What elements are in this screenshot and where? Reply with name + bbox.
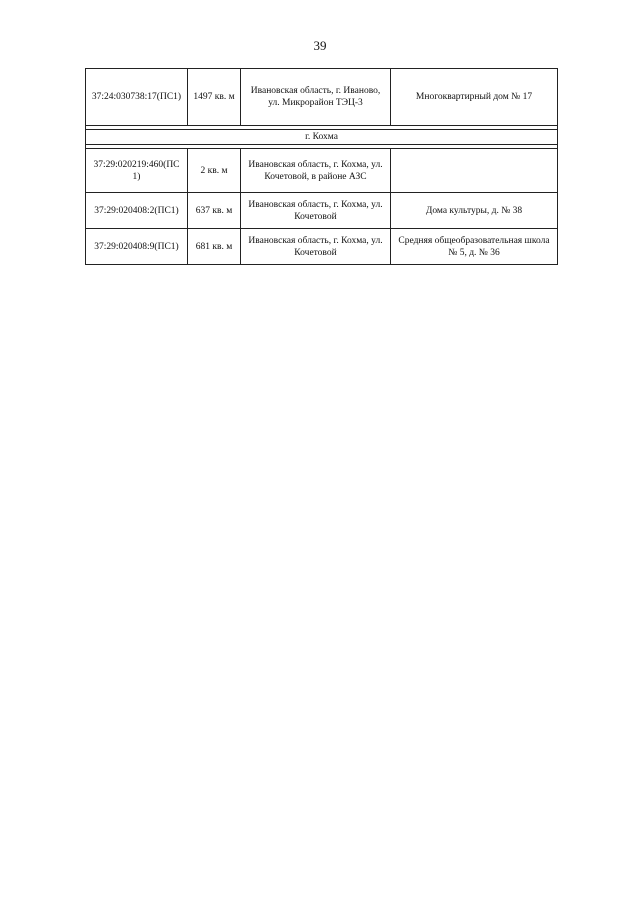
cadastral-number-cell: 37:24:030738:17(ПС1) — [86, 69, 188, 126]
address-cell: Ивановская область, г. Иваново, ул. Микрорайон ТЭЦ-3 — [241, 69, 391, 126]
section-header-row — [86, 130, 558, 145]
object-cell: Средняя общеобразовательная школа № 5, д. № 36 — [391, 229, 558, 265]
object-cell: Дома культуры, д. № 38 — [391, 193, 558, 229]
area-cell: 637 кв. м — [188, 193, 241, 229]
object-cell: Многоквартирный дом № 17 — [391, 69, 558, 126]
area-cell: 1497 кв. м — [188, 69, 241, 126]
land-plots-table — [85, 68, 558, 265]
cadastral-number-cell: 37:29:020408:9(ПС1) — [86, 229, 188, 265]
table-row — [86, 193, 558, 229]
address-cell: Ивановская область, г. Кохма, ул. Кочетовой — [241, 193, 391, 229]
cadastral-number-cell: 37:29:020219:460(ПС 1) — [86, 149, 188, 193]
table-row — [86, 69, 558, 126]
address-cell: Ивановская область, г. Кохма, ул. Кочетовой, в районе АЗС — [241, 149, 391, 193]
page-number: 39 — [313, 38, 327, 53]
table-row — [86, 229, 558, 265]
section-title: г. Кохма — [86, 130, 558, 145]
area-cell: 681 кв. м — [188, 229, 241, 265]
address-cell: Ивановская область, г. Кохма, ул. Кочетовой — [241, 229, 391, 265]
cadastral-number-cell: 37:29:020408:2(ПС1) — [86, 193, 188, 229]
object-cell — [391, 149, 558, 193]
area-cell: 2 кв. м — [188, 149, 241, 193]
table-row — [86, 149, 558, 193]
